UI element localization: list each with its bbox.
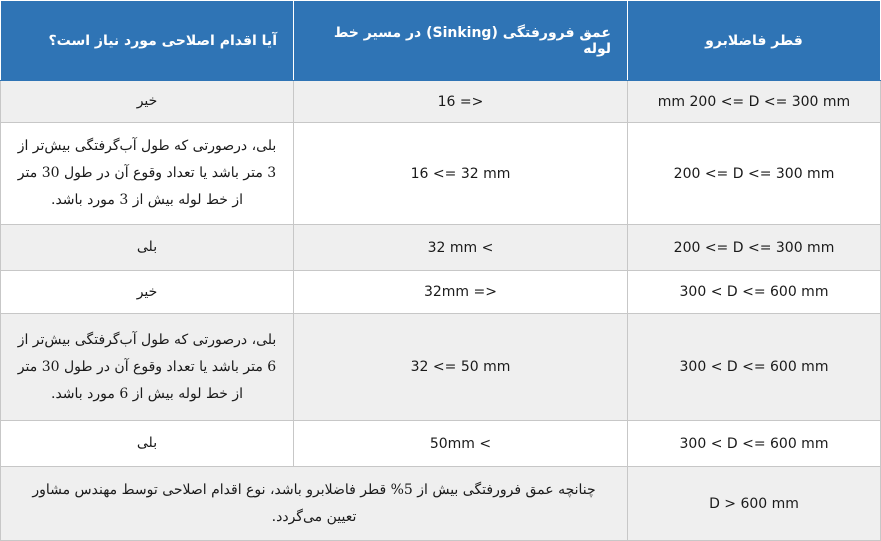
cell-action: خیر bbox=[1, 81, 294, 123]
table-row bbox=[1, 467, 881, 541]
cell-diameter: 300 < D <= 600 mm bbox=[628, 271, 881, 314]
table-header-row bbox=[1, 1, 881, 81]
cell-diameter: mm 200 <= D <= 300 mm bbox=[628, 81, 881, 123]
header-sinking-depth: عمق فرورفتگی (Sinking) در مسیر خط لوله bbox=[294, 1, 628, 81]
cell-action: خیر bbox=[1, 271, 294, 314]
table-row bbox=[1, 123, 881, 225]
cell-action: بلی، درصورتی که طول آب‌گرفتگی بیش‌تر از 6 متر باشد یا تعداد وقوع آن در طول 30 متر از خط لوله بیش از 6 مورد باشد. bbox=[1, 314, 294, 421]
cell-depth-action-note: چنانچه عمق فرورفتگی بیش از 5% قطر فاضلابرو باشد، نوع اقدام اصلاحی توسط مهندس مشاور تعیین می‌گردد. bbox=[1, 467, 628, 541]
cell-depth: 16 <= 32 mm bbox=[294, 123, 628, 225]
cell-action: بلی bbox=[1, 225, 294, 271]
cell-depth: 50mm < bbox=[294, 421, 628, 467]
table-row bbox=[1, 225, 881, 271]
cell-depth: 32mm => bbox=[294, 271, 628, 314]
cell-diameter: 200 <= D <= 300 mm bbox=[628, 225, 881, 271]
table-row bbox=[1, 421, 881, 467]
cell-depth: 32 <= 50 mm bbox=[294, 314, 628, 421]
cell-diameter: 200 <= D <= 300 mm bbox=[628, 123, 881, 225]
header-diameter: قطر فاضلابرو bbox=[628, 1, 881, 81]
cell-action: بلی bbox=[1, 421, 294, 467]
cell-action: بلی، درصورتی که طول آب‌گرفتگی بیش‌تر از 3 متر باشد یا تعداد وقوع آن در طول 30 متر از خط لوله بیش از 3 مورد باشد. bbox=[1, 123, 294, 225]
table-row bbox=[1, 314, 881, 421]
cell-depth: 32 mm < bbox=[294, 225, 628, 271]
cell-diameter: 300 < D <= 600 mm bbox=[628, 421, 881, 467]
cell-diameter: D > 600 mm bbox=[628, 467, 881, 541]
cell-diameter: 300 < D <= 600 mm bbox=[628, 314, 881, 421]
cell-depth: 16 => bbox=[294, 81, 628, 123]
table-row bbox=[1, 81, 881, 123]
header-corrective-action: آیا اقدام اصلاحی مورد نیاز است؟ bbox=[1, 1, 294, 81]
table-row bbox=[1, 271, 881, 314]
